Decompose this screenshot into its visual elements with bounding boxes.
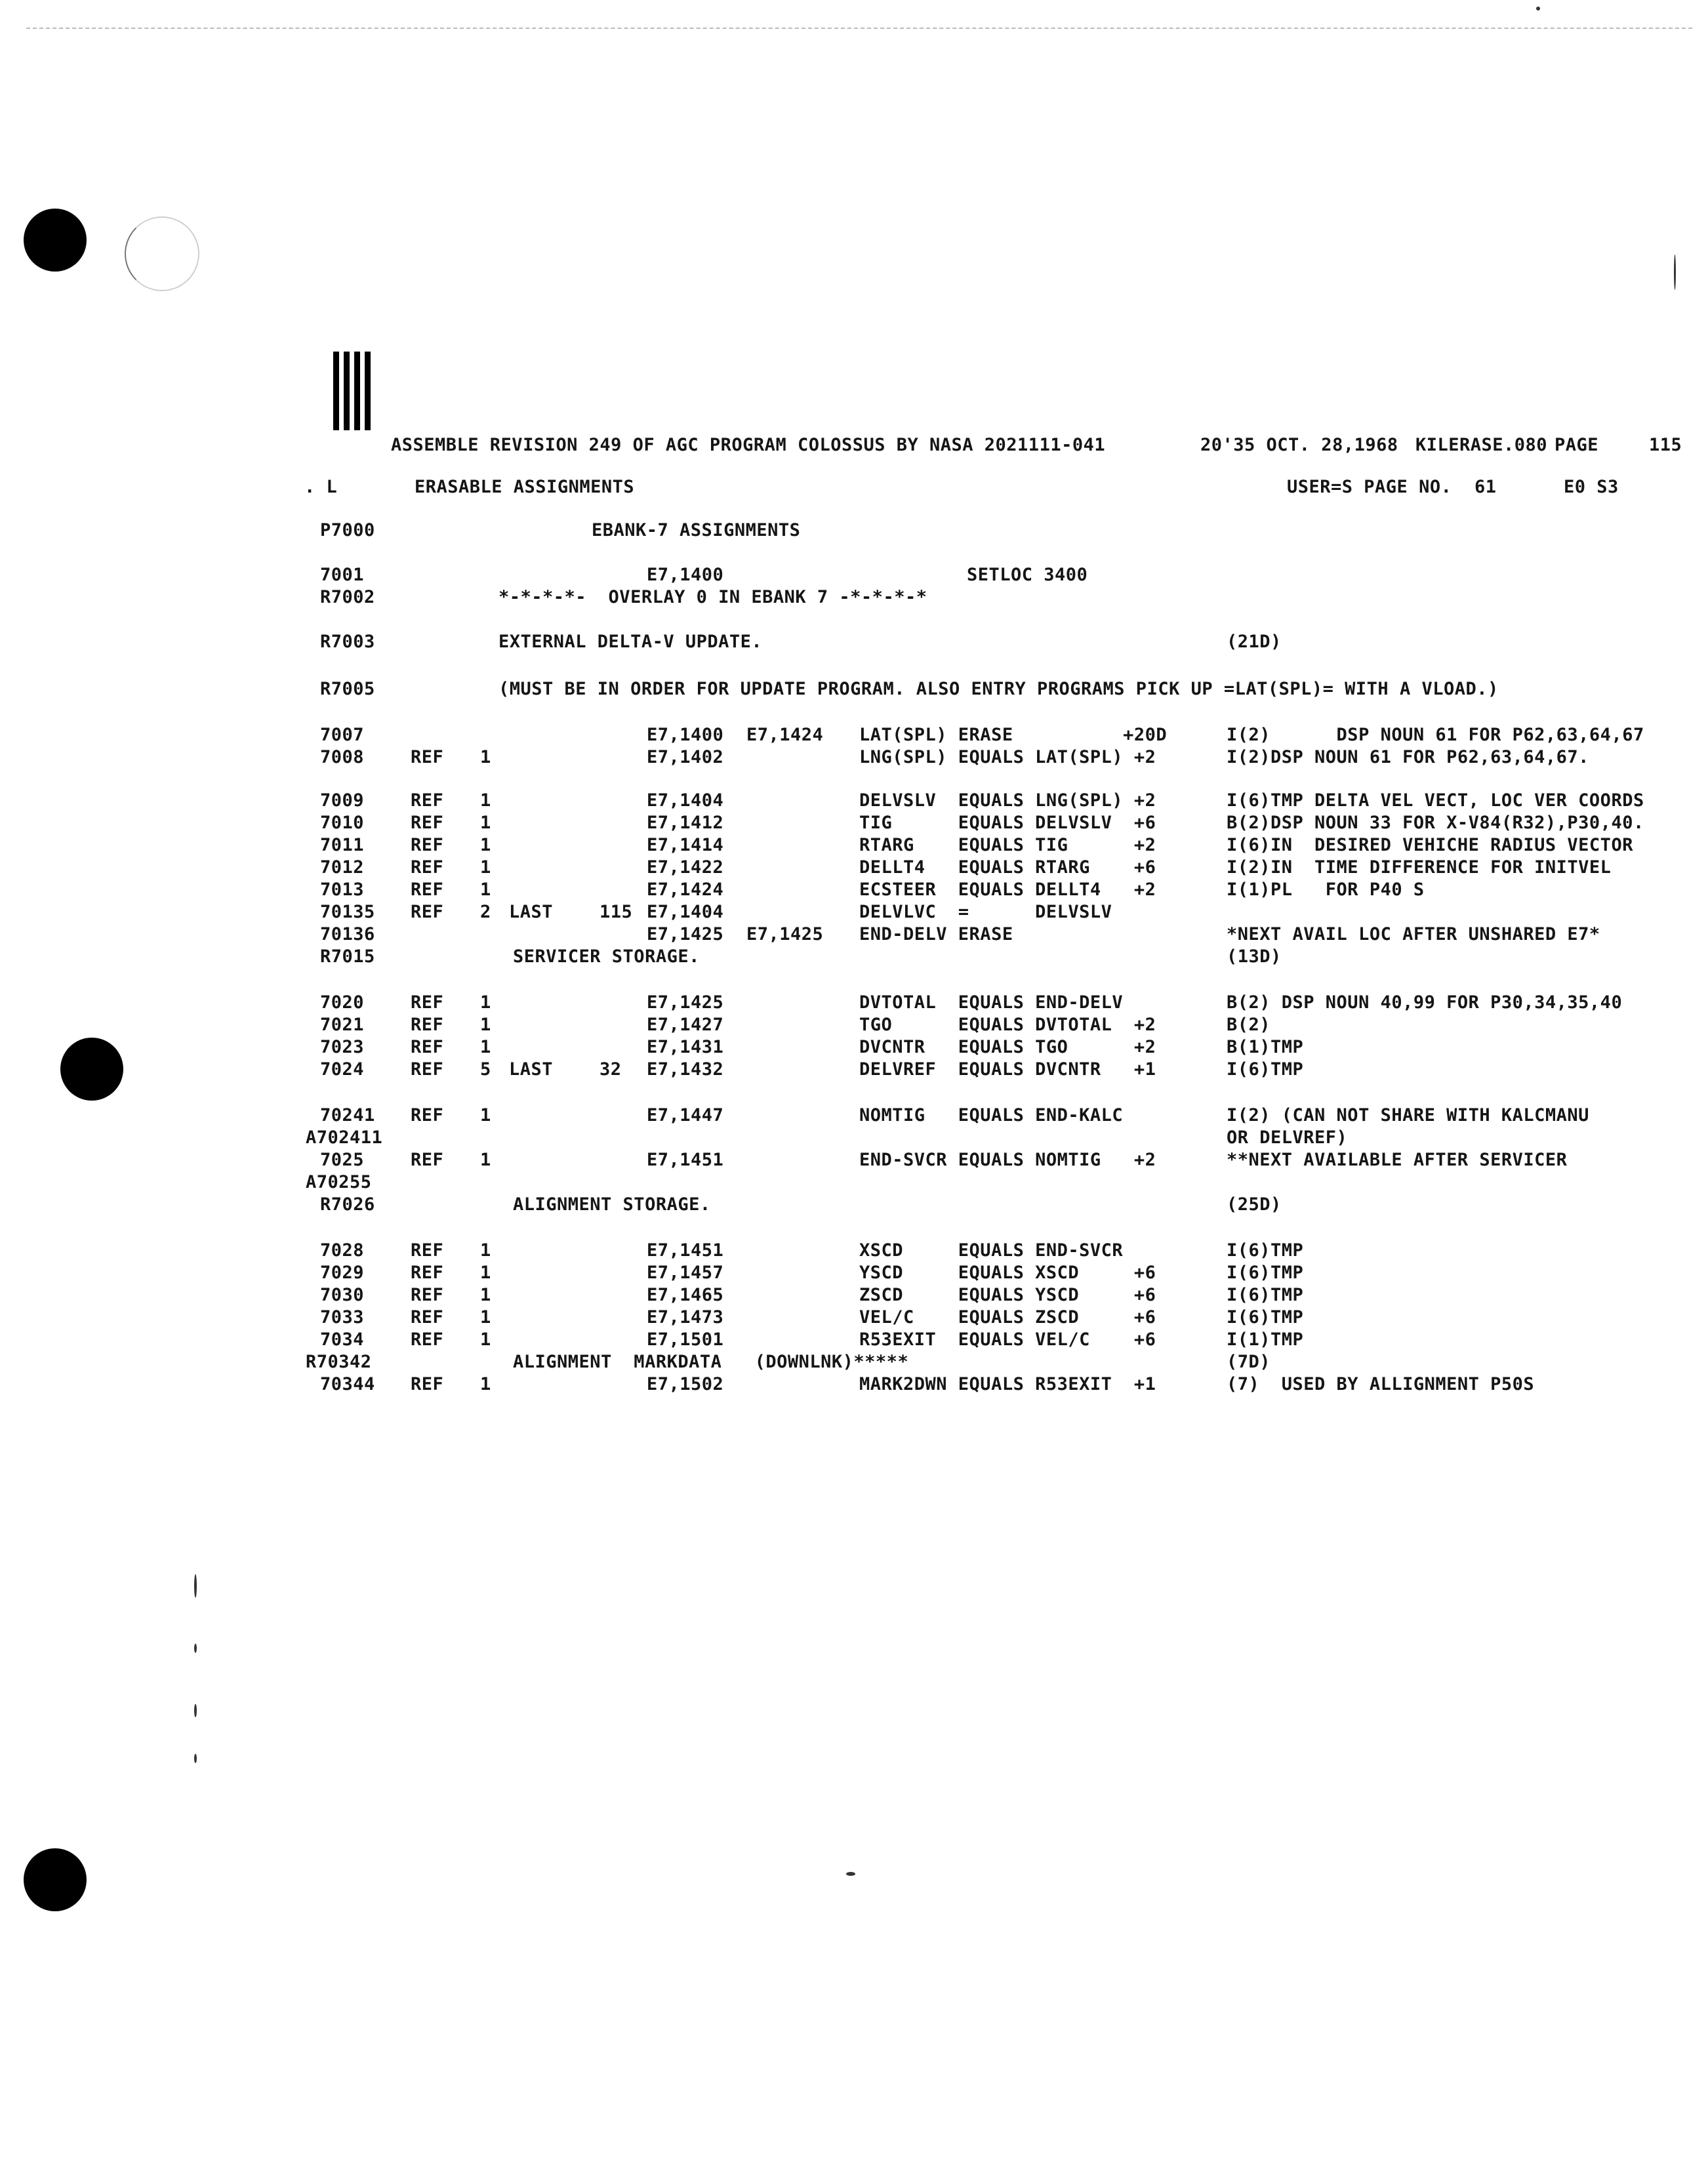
row-text: DELVSLV EQUALS LNG(SPL) +2 bbox=[859, 790, 1156, 811]
row-n: 1 bbox=[480, 1150, 491, 1170]
row-text: EBANK-7 ASSIGNMENTS bbox=[592, 520, 801, 540]
row-text: ALIGNMENT MARKDATA (DOWNLNK)***** bbox=[513, 1352, 909, 1372]
row-id: 7010 bbox=[320, 813, 365, 833]
row-text: LNG(SPL) EQUALS LAT(SPL) +2 bbox=[859, 747, 1156, 767]
row-text: *-*-*-*- OVERLAY 0 IN EBANK 7 -*-*-*-* bbox=[498, 587, 927, 607]
row-rep: REF bbox=[411, 1374, 444, 1394]
row-text: (MUST BE IN ORDER FOR UPDATE PROGRAM. ALSO ENTRY PROGRAMS PICK UP =LAT(SPL)= WITH A VLOAD.) bbox=[498, 679, 1499, 699]
row-addr: E7,1451 bbox=[647, 1150, 724, 1170]
row-text: R53EXIT EQUALS VEL/C +6 bbox=[859, 1329, 1156, 1350]
row-comment: OR DELVREF) bbox=[1227, 1127, 1348, 1148]
row-rep: REF bbox=[411, 1240, 444, 1261]
row-n: 1 bbox=[480, 857, 491, 878]
printer-mark bbox=[333, 352, 339, 430]
subheader-marker: . L bbox=[304, 477, 338, 497]
printer-mark bbox=[354, 352, 360, 430]
row-rep: REF bbox=[411, 790, 444, 811]
row-rep: REF bbox=[411, 1307, 444, 1328]
row-n: 1 bbox=[480, 1285, 491, 1305]
row-addr: E7,1412 bbox=[647, 813, 724, 833]
row-addr: E7,1465 bbox=[647, 1285, 724, 1305]
row-n: 1 bbox=[480, 1105, 491, 1126]
row-text: TIG EQUALS DELVSLV +6 bbox=[859, 813, 1156, 833]
row-addr: E7,1425 bbox=[647, 924, 724, 944]
row-comment: I(2)IN TIME DIFFERENCE FOR INITVEL bbox=[1227, 857, 1612, 878]
row-id: R7026 bbox=[320, 1194, 375, 1215]
header-page-label: PAGE bbox=[1555, 435, 1599, 455]
row-n: 1 bbox=[480, 1263, 491, 1283]
listing-code: E0 S3 bbox=[1564, 477, 1619, 497]
row-addr2: E7,1425 bbox=[746, 924, 824, 944]
row-comment: I(1)TMP bbox=[1227, 1329, 1304, 1350]
row-id: 7021 bbox=[320, 1015, 365, 1035]
row-addr: E7,1404 bbox=[647, 902, 724, 922]
row-addr: E7,1451 bbox=[647, 1240, 724, 1261]
row-id: 70241 bbox=[320, 1105, 375, 1126]
row-comment: I(2) (CAN NOT SHARE WITH KALCMANU bbox=[1227, 1105, 1589, 1126]
row-text: END-DELV ERASE bbox=[859, 924, 1013, 944]
row-id: 7013 bbox=[320, 880, 365, 900]
row-rep: REF bbox=[411, 1105, 444, 1126]
row-id: 7011 bbox=[320, 835, 365, 855]
row-comment: I(6)TMP DELTA VEL VECT, LOC VER COORDS bbox=[1227, 790, 1644, 811]
row-comment: (7D) bbox=[1227, 1352, 1271, 1372]
row-rep: REF bbox=[411, 1263, 444, 1283]
binder-hole-middle bbox=[60, 1038, 123, 1101]
row-text: ECSTEER EQUALS DELLT4 +2 bbox=[859, 880, 1156, 900]
row-addr: E7,1432 bbox=[647, 1059, 724, 1080]
row-rep: REF bbox=[411, 1285, 444, 1305]
binder-hole-ring bbox=[125, 216, 199, 291]
row-addr: E7,1404 bbox=[647, 790, 724, 811]
row-last: LAST bbox=[509, 1059, 554, 1080]
speck bbox=[846, 1872, 855, 1876]
row-n: 1 bbox=[480, 813, 491, 833]
row-id: A70255 bbox=[306, 1172, 372, 1192]
perforation-edge bbox=[26, 28, 1692, 29]
row-n: 1 bbox=[480, 1015, 491, 1035]
row-rep: REF bbox=[411, 1037, 444, 1057]
row-text: ZSCD EQUALS YSCD +6 bbox=[859, 1285, 1156, 1305]
row-text: DVCNTR EQUALS TGO +2 bbox=[859, 1037, 1156, 1057]
row-comment: (25D) bbox=[1227, 1194, 1282, 1215]
row-n: 1 bbox=[480, 835, 491, 855]
row-rep: REF bbox=[411, 992, 444, 1013]
row-comment: I(6)TMP bbox=[1227, 1263, 1304, 1283]
row-id: 7020 bbox=[320, 992, 365, 1013]
row-n: 5 bbox=[480, 1059, 491, 1080]
row-rep: REF bbox=[411, 880, 444, 900]
row-id: R7005 bbox=[320, 679, 375, 699]
row-n: 1 bbox=[480, 1037, 491, 1057]
row-text: LAT(SPL) ERASE +20D bbox=[859, 725, 1168, 745]
row-id: 7001 bbox=[320, 565, 365, 585]
row-n: 1 bbox=[480, 747, 491, 767]
row-id: R70342 bbox=[306, 1352, 372, 1372]
row-addr: E7,1447 bbox=[647, 1105, 724, 1126]
row-id: 7025 bbox=[320, 1150, 365, 1170]
row-id: 7030 bbox=[320, 1285, 365, 1305]
row-rep: REF bbox=[411, 902, 444, 922]
row-n: 1 bbox=[480, 1307, 491, 1328]
row-addr: E7,1414 bbox=[647, 835, 724, 855]
header-date: 20'35 OCT. 28,1968 bbox=[1200, 435, 1398, 455]
section-title: ERASABLE ASSIGNMENTS bbox=[415, 477, 635, 497]
row-text: RTARG EQUALS TIG +2 bbox=[859, 835, 1156, 855]
row-addr: E7,1402 bbox=[647, 747, 724, 767]
row-addr: E7,1400 bbox=[647, 565, 724, 585]
row-addr: E7,1431 bbox=[647, 1037, 724, 1057]
row-comment: I(2)DSP NOUN 61 FOR P62,63,64,67. bbox=[1227, 747, 1589, 767]
row-text: DELVLVC = DELVSLV bbox=[859, 902, 1112, 922]
row-last: LAST bbox=[509, 902, 554, 922]
row-comment: B(2) bbox=[1227, 1015, 1271, 1035]
row-n: 1 bbox=[480, 1240, 491, 1261]
speck bbox=[194, 1754, 197, 1763]
row-lastn: 32 bbox=[600, 1059, 622, 1080]
row-id: 70136 bbox=[320, 924, 375, 944]
row-id: 7012 bbox=[320, 857, 365, 878]
row-id: R7003 bbox=[320, 632, 375, 652]
row-addr2: E7,1424 bbox=[746, 725, 824, 745]
row-addr: E7,1457 bbox=[647, 1263, 724, 1283]
row-rep: REF bbox=[411, 835, 444, 855]
row-id: R7015 bbox=[320, 946, 375, 967]
row-text: NOMTIG EQUALS END-KALC bbox=[859, 1105, 1124, 1126]
row-comment: (13D) bbox=[1227, 946, 1282, 967]
row-text: ALIGNMENT STORAGE. bbox=[513, 1194, 711, 1215]
row-comment: I(6)TMP bbox=[1227, 1059, 1304, 1080]
row-text: XSCD EQUALS END-SVCR bbox=[859, 1240, 1124, 1261]
row-text: DELVREF EQUALS DVCNTR +1 bbox=[859, 1059, 1156, 1080]
row-addr: E7,1425 bbox=[647, 992, 724, 1013]
row-addr: E7,1502 bbox=[647, 1374, 724, 1394]
row-id: R7002 bbox=[320, 587, 375, 607]
speck bbox=[1536, 7, 1540, 10]
header-page-number: 115 bbox=[1649, 435, 1682, 455]
row-rep: REF bbox=[411, 1015, 444, 1035]
speck bbox=[194, 1644, 197, 1653]
row-lastn: 115 bbox=[600, 902, 633, 922]
speck bbox=[194, 1574, 197, 1598]
row-addr: E7,1473 bbox=[647, 1307, 724, 1328]
row-rep: REF bbox=[411, 747, 444, 767]
row-text: EXTERNAL DELTA-V UPDATE. bbox=[498, 632, 763, 652]
row-text: VEL/C EQUALS ZSCD +6 bbox=[859, 1307, 1156, 1328]
row-addr: E7,1422 bbox=[647, 857, 724, 878]
row-rep: REF bbox=[411, 813, 444, 833]
row-id: 7024 bbox=[320, 1059, 365, 1080]
row-comment: B(1)TMP bbox=[1227, 1037, 1304, 1057]
row-comment: B(2)DSP NOUN 33 FOR X-V84(R32),P30,40. bbox=[1227, 813, 1644, 833]
row-comment: I(6)IN DESIRED VEHICHE RADIUS VECTOR bbox=[1227, 835, 1633, 855]
header-title: ASSEMBLE REVISION 249 OF AGC PROGRAM COLOSSUS BY NASA 2021111-041 bbox=[391, 435, 1106, 455]
row-comment: B(2) DSP NOUN 40,99 FOR P30,34,35,40 bbox=[1227, 992, 1623, 1013]
row-addr: E7,1424 bbox=[647, 880, 724, 900]
user-page-number: 61 bbox=[1474, 477, 1497, 497]
row-comment: **NEXT AVAILABLE AFTER SERVICER bbox=[1227, 1150, 1568, 1170]
row-addr: E7,1427 bbox=[647, 1015, 724, 1035]
row-text: TGO EQUALS DVTOTAL +2 bbox=[859, 1015, 1156, 1035]
row-n: 1 bbox=[480, 1329, 491, 1350]
row-id: 7008 bbox=[320, 747, 365, 767]
row-comment: I(2) DSP NOUN 61 FOR P62,63,64,67 bbox=[1227, 725, 1644, 745]
speck bbox=[194, 1704, 197, 1717]
row-rep: REF bbox=[411, 1059, 444, 1080]
row-n: 1 bbox=[480, 880, 491, 900]
row-id: P7000 bbox=[320, 520, 375, 540]
speck bbox=[1674, 254, 1676, 290]
row-id: 7034 bbox=[320, 1329, 365, 1350]
row-id: 7007 bbox=[320, 725, 365, 745]
row-id: A702411 bbox=[306, 1127, 383, 1148]
row-n: 1 bbox=[480, 790, 491, 811]
row-text: YSCD EQUALS XSCD +6 bbox=[859, 1263, 1156, 1283]
row-rep: REF bbox=[411, 1329, 444, 1350]
row-text: END-SVCR EQUALS NOMTIG +2 bbox=[859, 1150, 1156, 1170]
printer-mark bbox=[344, 352, 350, 430]
row-n: 2 bbox=[480, 902, 491, 922]
row-text: SETLOC 3400 bbox=[967, 565, 1088, 585]
binder-hole-top bbox=[24, 209, 87, 272]
row-comment: (21D) bbox=[1227, 632, 1282, 652]
printer-mark bbox=[365, 352, 371, 430]
row-comment: (7) USED BY ALLIGNMENT P50S bbox=[1227, 1374, 1535, 1394]
row-id: 7009 bbox=[320, 790, 365, 811]
row-text: DELLT4 EQUALS RTARG +6 bbox=[859, 857, 1156, 878]
row-id: 7029 bbox=[320, 1263, 365, 1283]
binder-hole-bottom bbox=[24, 1848, 87, 1911]
row-comment: I(6)TMP bbox=[1227, 1307, 1304, 1328]
row-comment: I(1)PL FOR P40 S bbox=[1227, 880, 1425, 900]
row-comment: *NEXT AVAIL LOC AFTER UNSHARED E7* bbox=[1227, 924, 1600, 944]
header-erase-file: KILERASE.080 bbox=[1415, 435, 1548, 455]
row-addr: E7,1501 bbox=[647, 1329, 724, 1350]
user-page-label: USER=S PAGE NO. bbox=[1287, 477, 1452, 497]
row-id: 7033 bbox=[320, 1307, 365, 1328]
row-id: 7028 bbox=[320, 1240, 365, 1261]
row-id: 70344 bbox=[320, 1374, 375, 1394]
row-comment: I(6)TMP bbox=[1227, 1240, 1304, 1261]
row-rep: REF bbox=[411, 1150, 444, 1170]
row-id: 70135 bbox=[320, 902, 375, 922]
row-id: 7023 bbox=[320, 1037, 365, 1057]
row-addr: E7,1400 bbox=[647, 725, 724, 745]
row-text: MARK2DWN EQUALS R53EXIT +1 bbox=[859, 1374, 1156, 1394]
row-n: 1 bbox=[480, 1374, 491, 1394]
row-text: DVTOTAL EQUALS END-DELV bbox=[859, 992, 1124, 1013]
row-n: 1 bbox=[480, 992, 491, 1013]
row-text: SERVICER STORAGE. bbox=[513, 946, 700, 967]
row-rep: REF bbox=[411, 857, 444, 878]
row-comment: I(6)TMP bbox=[1227, 1285, 1304, 1305]
